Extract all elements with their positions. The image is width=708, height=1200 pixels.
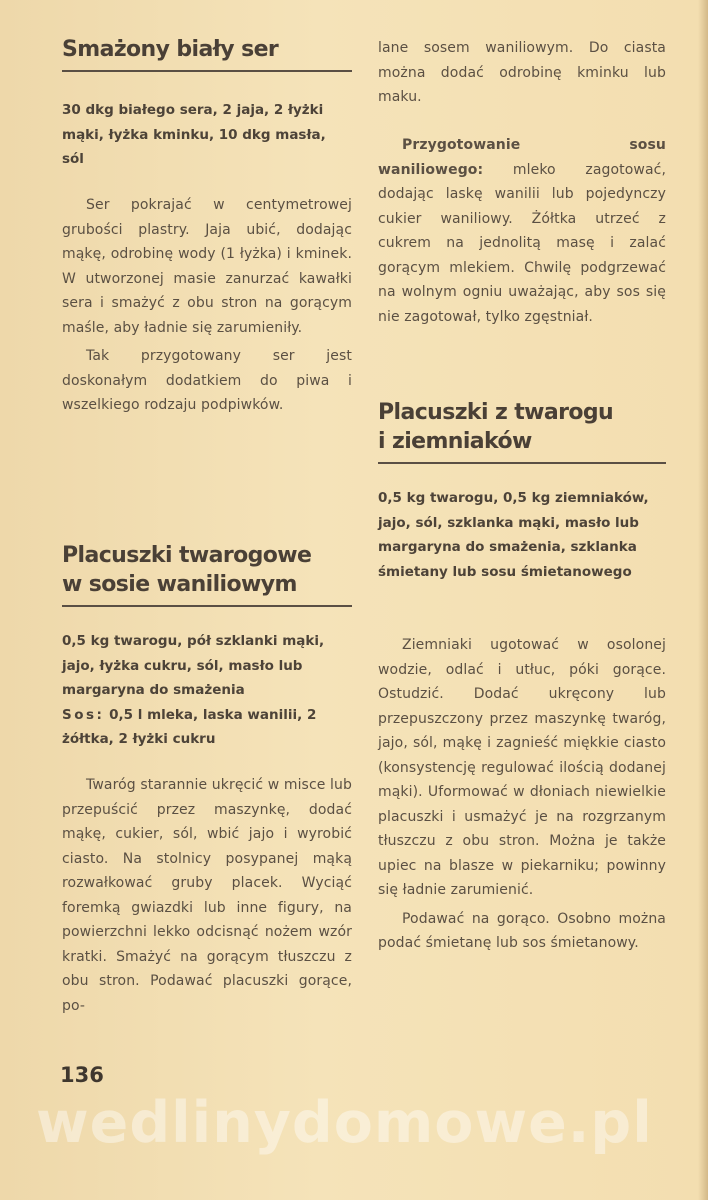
recipe1-paragraph: Ser pokrajać w centymetrowej grubości plastry. Jaja ubić, dodając mąkę, odrobinę wody (1 łyżka) i kminek. W utworzonej masie zanurzać kawałki sera i smażyć z obu stron na gorącym maśle, aby ładnie się zarumieniły.	[62, 197, 352, 336]
page-number: 136	[60, 1063, 104, 1087]
sauce-preparation	[378, 133, 666, 329]
recipe2-paragraph-right: lane sosem waniliowym. Do ciasta można dodać odrobinę kminku lub maku.	[378, 40, 666, 105]
recipe3-method	[378, 633, 666, 956]
page-edge-shadow	[698, 0, 708, 1200]
sauce-preparation-lead: Przygotowanie sosu waniliowego:	[378, 137, 666, 178]
recipe3-ingredients: 0,5 kg twarogu, 0,5 kg ziemniaków, jajo, sól, szklanka mąki, masło lub margaryna do smażenia, szklanka śmietany lub sosu śmietanowego	[378, 490, 649, 580]
recipe2-method	[62, 773, 352, 1018]
watermark: wedlinydomowe.pl	[36, 1090, 653, 1156]
recipe2-sauce-line	[62, 703, 352, 752]
recipe2-ingredients: 0,5 kg twarogu, pół szklanki mąki, jajo, łyżka cukru, sól, masło lub margaryna do smażenia	[62, 633, 325, 698]
recipe1-title: Smażony biały ser	[62, 37, 279, 62]
recipe2-title-line2: w sosie waniliowym	[62, 572, 297, 597]
sauce-preparation-text	[378, 133, 666, 329]
recipe2-title-rule	[62, 605, 352, 607]
recipe3-title-line1: Placuszki z twarogu	[378, 400, 614, 425]
sauce-preparation-body: mleko zagotować, dodając laskę wanilii lub pojedynczy cukier waniliowy. Żółtka utrzeć z cukrem na jednolitą masę i zalać gorącym mlekiem. Chwilę podgrzewać na wolnym ogniu uważając, aby sos się nie zagotował, tylko zgęstniał.	[378, 161, 666, 325]
recipe1-paragraph: Tak przygotowany ser jest doskonałym dodatkiem do piwa i wszelkiego rodzaju podpiwków.	[62, 348, 352, 413]
recipe2-sauce-ingredients: 0,5 l mleka, laska wanilii, 2 żółtka, 2 łyżki cukru	[62, 706, 317, 747]
recipe2-paragraph-left: Twaróg starannie ukręcić w misce lub przepuścić przez maszynkę, dodać mąkę, cukier, sól, wbić jajo i wyrobić ciasto. Na stolnicy posypanej mąką rozwałkować gruby placek. Wyciąć foremką gwiazdki lub inne figury, na powierzchni lekko odcisnąć nożem wzór kratki. Smażyć na gorącym tłuszczu z obu stron. Podawać placuszki gorące, po-	[62, 777, 352, 1014]
recipe1-method	[62, 193, 352, 418]
recipe2-ingredients-block	[62, 629, 352, 752]
recipe2-title-line1: Placuszki twarogowe	[62, 543, 312, 568]
recipe3-paragraph: Ziemniaki ugotować w osolonej wodzie, odlać i utłuc, póki gorące. Ostudzić. Dodać ukręcony lub przepuszczony przez maszynkę twaróg, jajo, sól, mąkę i zagnieść miękkie ciasto (konsystencję regulować ilością dodanej mąki). Uformować w dłoniach niewielkie placuszki i usmażyć je na rozgrzanym tłuszczu z obu stron. Można je także upiec na blasze w piekarniku; powinny się ładnie zarumienić.	[378, 637, 666, 898]
recipe3-title-line2: i ziemniaków	[378, 429, 532, 454]
recipe1-ingredients: 30 dkg białego sera, 2 jaja, 2 łyżki mąki, łyżka kminku, 10 dkg masła, sól	[62, 102, 326, 167]
recipe1-title-rule	[62, 70, 352, 72]
recipe3-title-rule	[378, 462, 666, 464]
recipe2-method-continued	[378, 36, 666, 110]
recipe3-paragraph: Podawać na gorąco. Osobno można podać śmietanę lub sos śmietanowy.	[378, 910, 666, 951]
recipe2-sauce-label: Sos:	[62, 706, 105, 723]
